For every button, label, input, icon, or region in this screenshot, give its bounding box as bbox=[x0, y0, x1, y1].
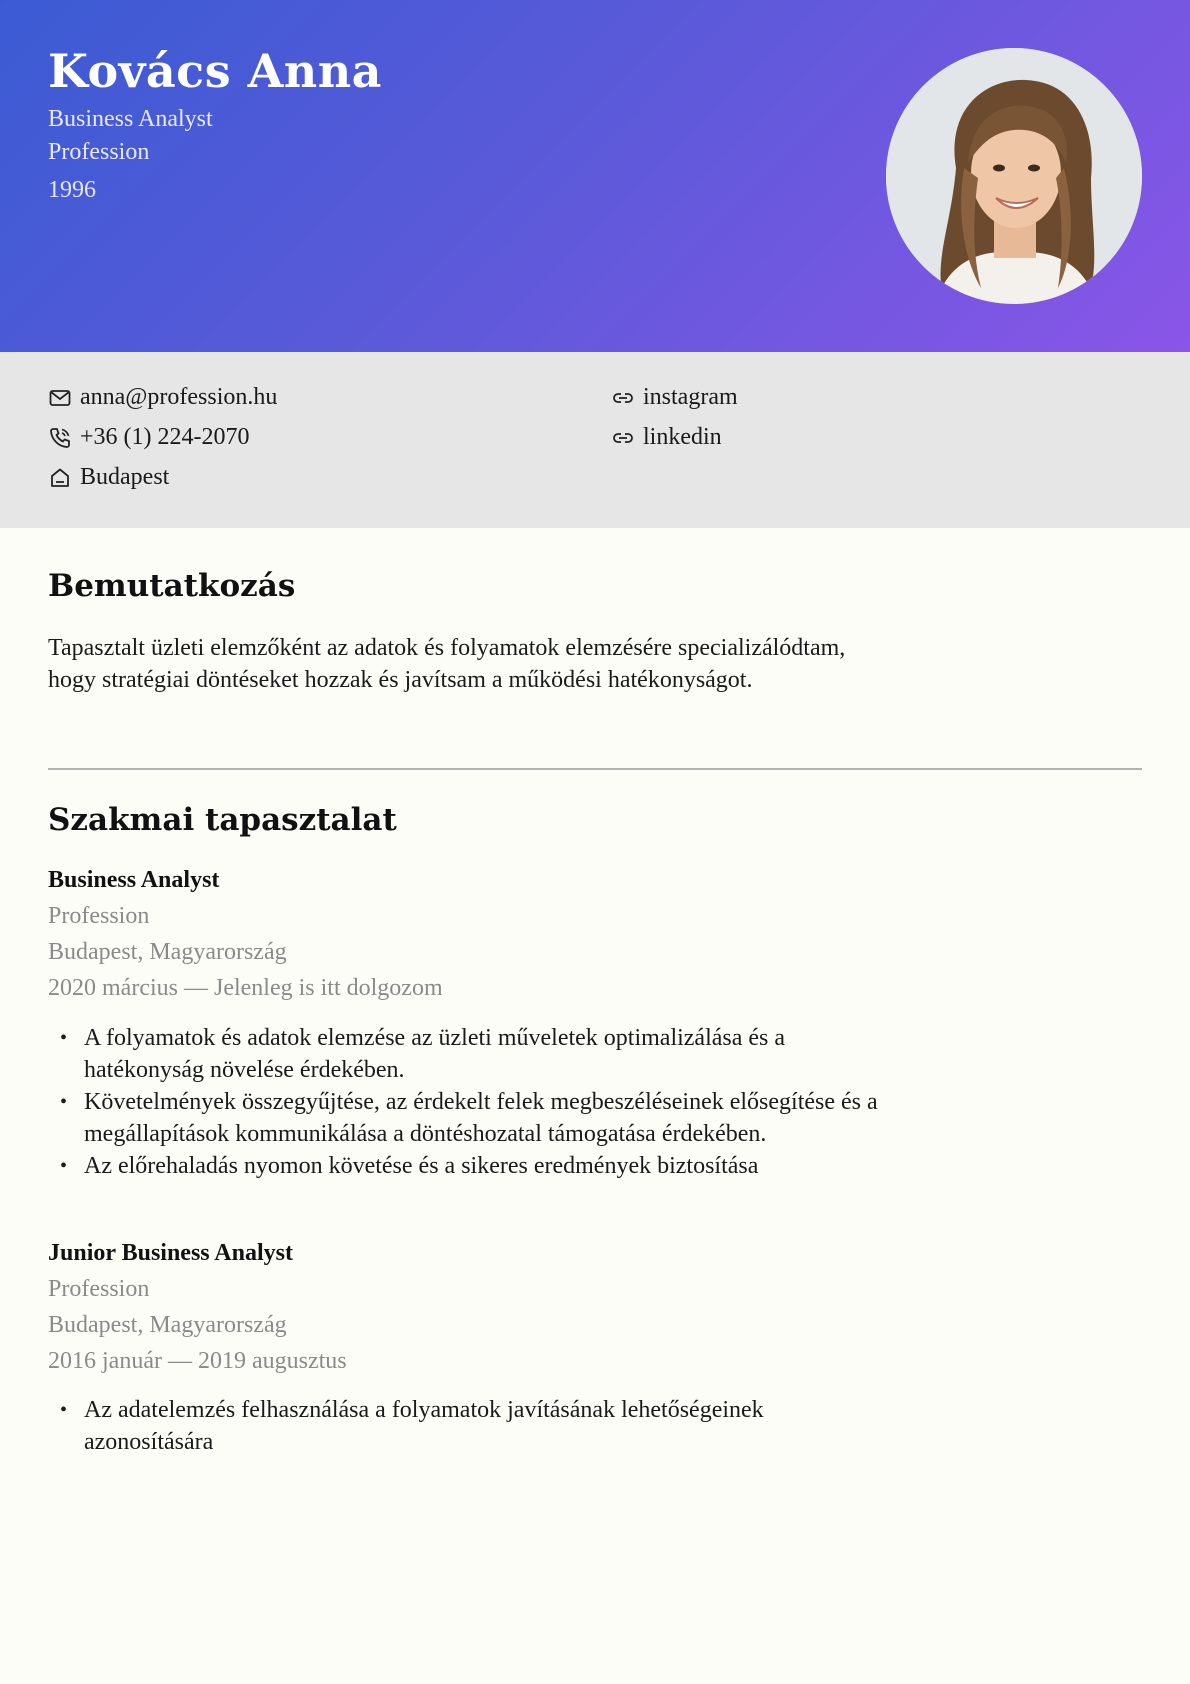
mail-icon bbox=[48, 386, 72, 410]
intro-text: Tapasztalt üzleti elemzőként az adatok és folyamatok elemzésére specializálódtam, hogy stratégiai döntéseket hozzak és javítsam a működési hatékonyságot. bbox=[48, 635, 846, 693]
contact-link-linkedin-text: linkedin bbox=[643, 424, 722, 450]
header-banner bbox=[0, 0, 1190, 352]
portrait-icon bbox=[886, 48, 1142, 304]
list-item: • Követelmények összegyűjtése, az érdekelt felek megbeszéléseinek elősegítése és a megállapítások kommunikálása a döntéshozatal támogatása érdekében. bbox=[60, 1086, 880, 1150]
contact-city-text: Budapest bbox=[80, 464, 170, 490]
person-name: Kovács Anna bbox=[48, 44, 382, 98]
contact-city bbox=[48, 464, 169, 491]
home-icon bbox=[48, 466, 72, 490]
list-item: • Az adatelemzés felhasználása a folyamatok javításának lehetőségeinek azonosítására bbox=[60, 1394, 880, 1458]
person-role: Business Analyst bbox=[48, 106, 213, 132]
contact-phone-text: +36 (1) 224-2070 bbox=[80, 424, 250, 450]
job-company: Profession bbox=[48, 903, 150, 929]
contact-phone[interactable] bbox=[48, 424, 250, 451]
list-item: • Az előrehaladás nyomon követése és a sikeres eredmények biztosítása bbox=[60, 1150, 880, 1182]
intro-heading: Bemutatkozás bbox=[48, 568, 296, 604]
job-bullets bbox=[60, 1394, 880, 1458]
link-icon bbox=[611, 426, 635, 450]
job-period: 2020 március — Jelenleg is itt dolgozom bbox=[48, 975, 443, 1001]
list-item: • A folyamatok és adatok elemzése az üzleti műveletek optimalizálása és a hatékonyság növelése érdekében. bbox=[60, 1022, 880, 1086]
job-company: Profession bbox=[48, 1276, 150, 1302]
job-location: Budapest, Magyarország bbox=[48, 939, 287, 965]
contact-link-linkedin[interactable] bbox=[611, 424, 722, 451]
job-period: 2016 január — 2019 augusztus bbox=[48, 1348, 347, 1374]
job-bullets bbox=[60, 1022, 880, 1182]
phone-icon bbox=[48, 426, 72, 450]
link-icon bbox=[611, 386, 635, 410]
person-company: Profession bbox=[48, 139, 150, 165]
experience-heading: Szakmai tapasztalat bbox=[48, 802, 397, 838]
section-divider bbox=[48, 768, 1142, 770]
contact-bar bbox=[0, 352, 1190, 528]
contact-email-text: anna@profession.hu bbox=[80, 384, 278, 410]
job-title: Junior Business Analyst bbox=[48, 1240, 293, 1266]
contact-link-instagram[interactable] bbox=[611, 384, 738, 411]
contact-link-instagram-text: instagram bbox=[643, 384, 738, 410]
job-location: Budapest, Magyarország bbox=[48, 1312, 287, 1338]
job-title: Business Analyst bbox=[48, 867, 220, 893]
contact-email[interactable] bbox=[48, 384, 277, 411]
profile-photo bbox=[886, 48, 1142, 304]
person-birth-year: 1996 bbox=[48, 177, 96, 203]
